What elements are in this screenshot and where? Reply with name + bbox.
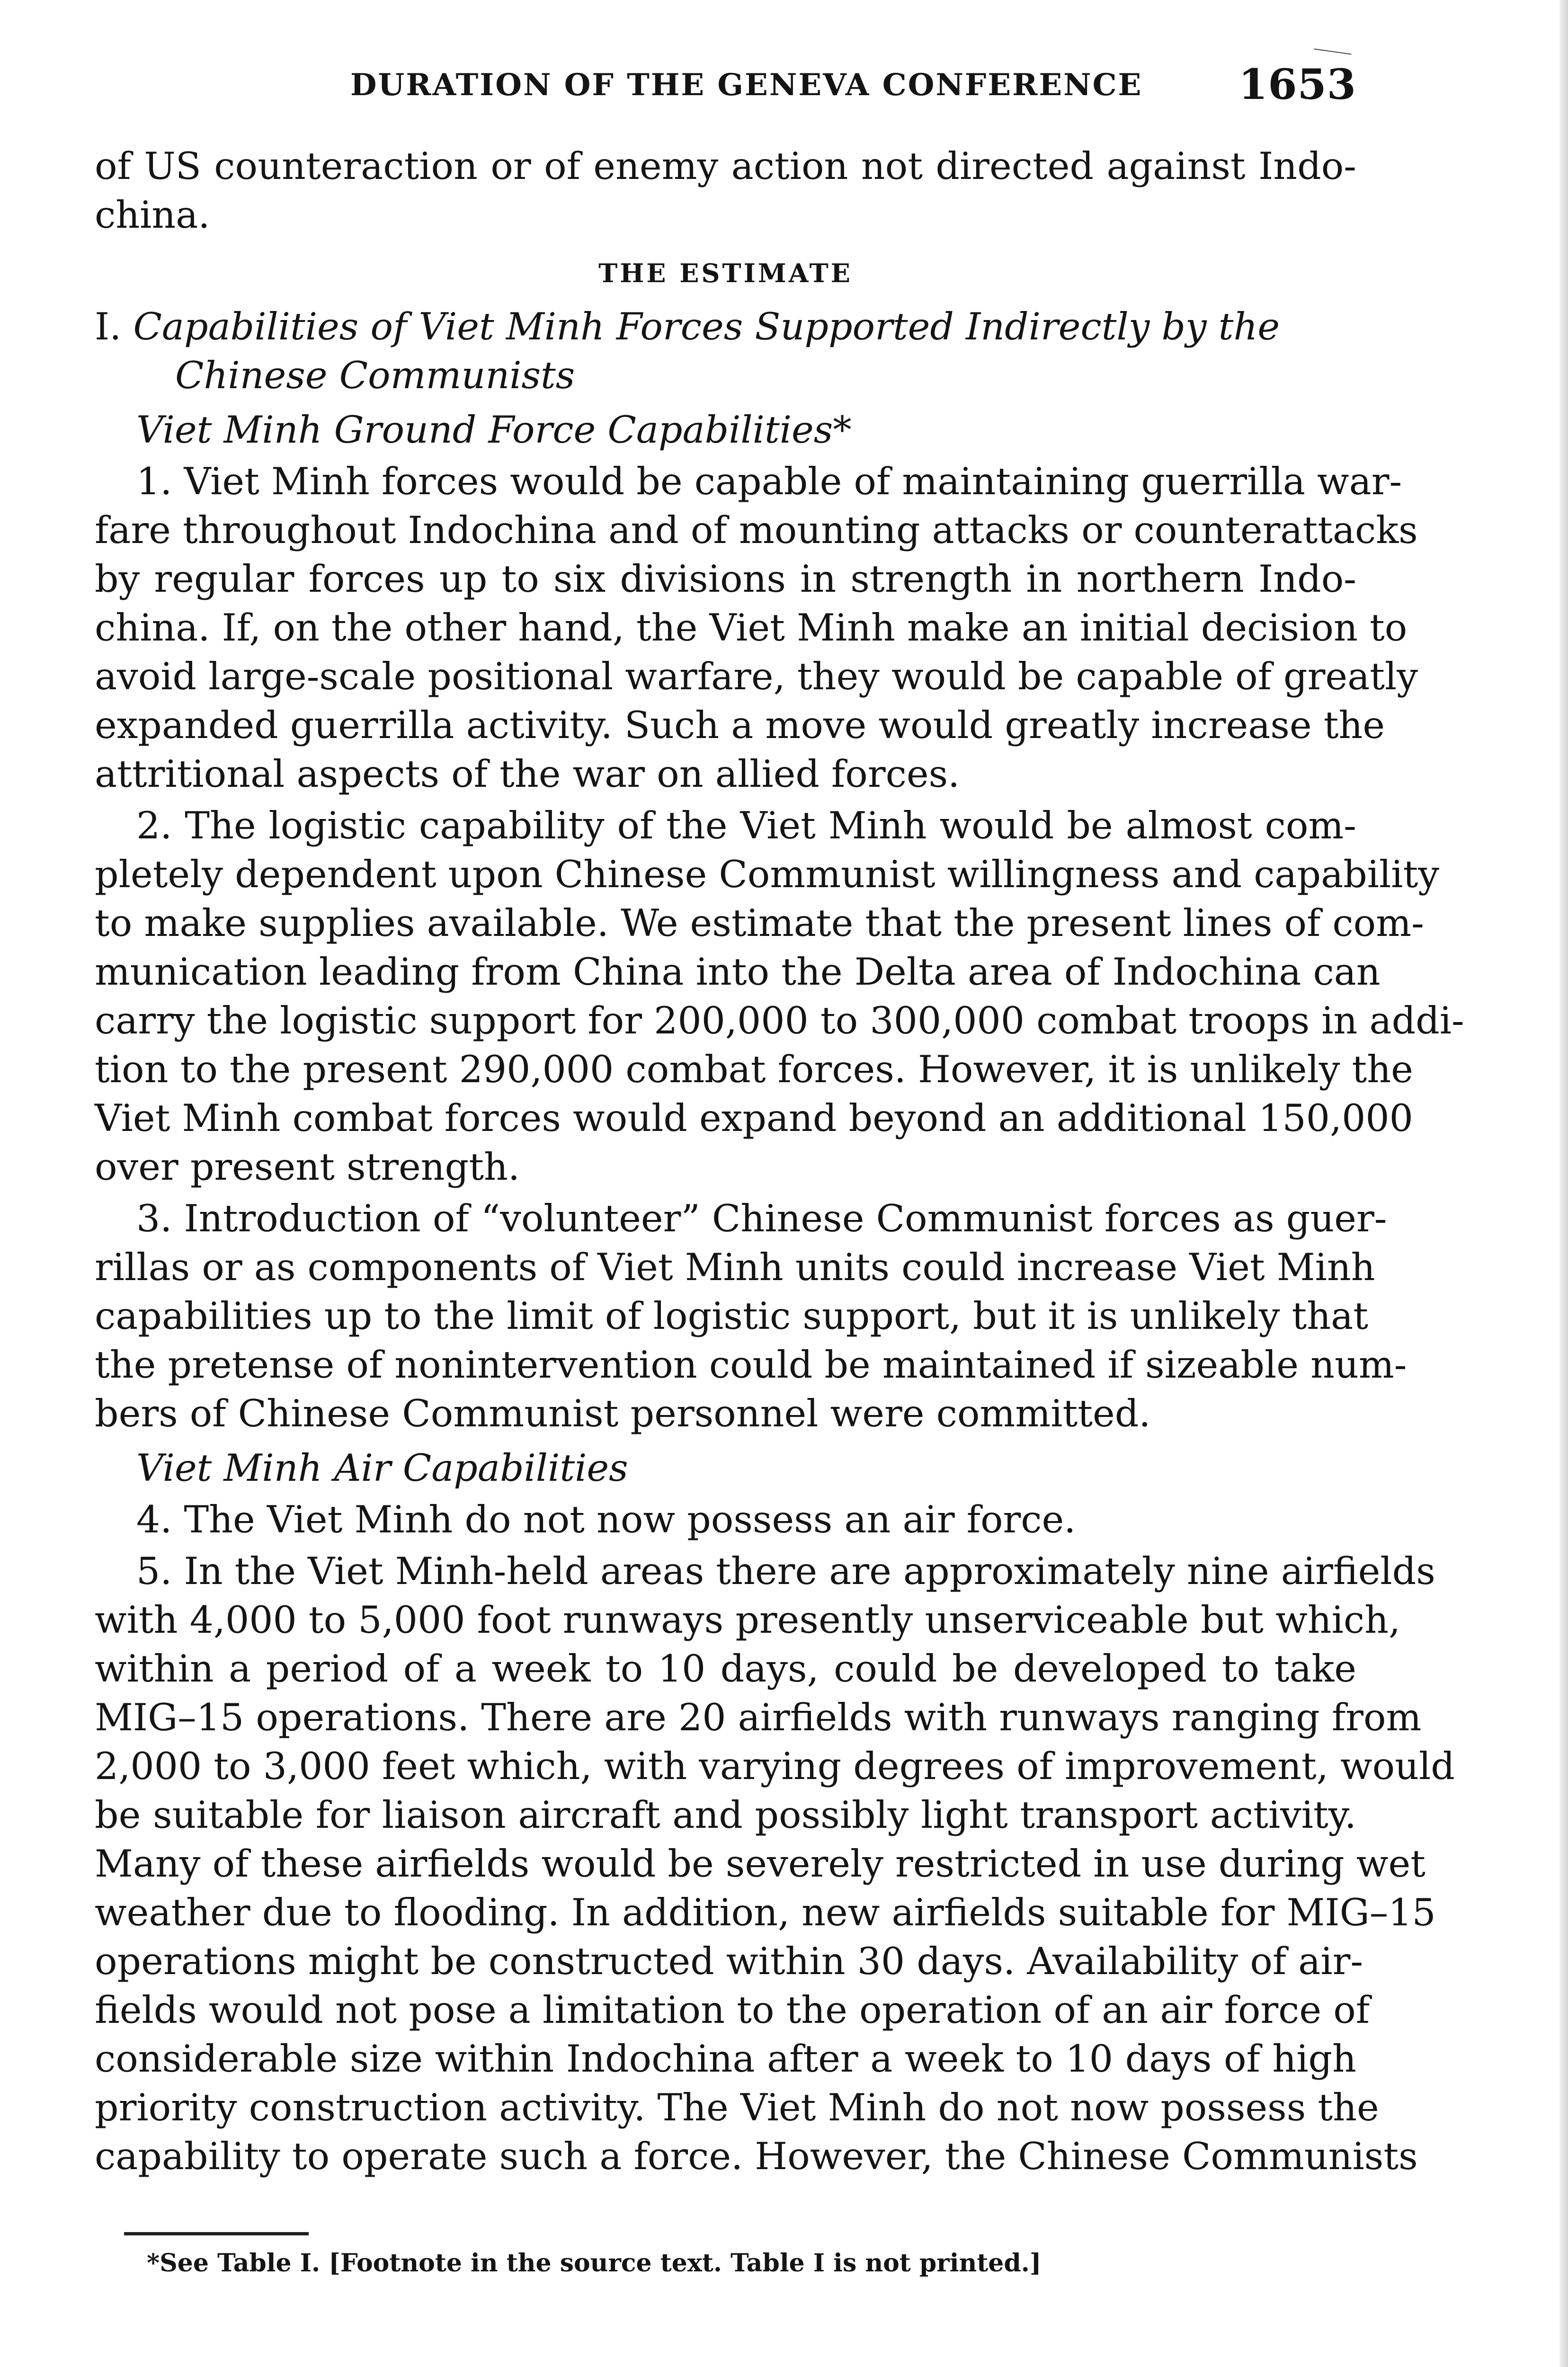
paragraph-line: bers of Chinese Communist personnel were committed. (95, 1392, 1151, 1435)
footnote-rule (124, 2232, 309, 2235)
paragraph-line: over present strength. (95, 1145, 520, 1189)
paragraph-line: weather due to flooding. In addition, new airfields suitable for MIG–15 (95, 1891, 1436, 1934)
paragraph-line: fare throughout Indochina and of mounting attacks or counterattacks (95, 508, 1418, 552)
paragraph-line: with 4,000 to 5,000 foot runways presently unserviceable but which, (95, 1598, 1401, 1642)
paragraph-line: 2. The logistic capability of the Viet Minh would be almost com- (136, 804, 1356, 847)
paragraph-line: capabilities up to the limit of logistic support, but it is unlikely that (95, 1294, 1368, 1338)
paragraph-line: 3. Introduction of “volunteer” Chinese Communist forces as guer- (136, 1197, 1387, 1240)
paragraph-line: munication leading from China into the Delta area of Indochina can (95, 950, 1381, 994)
section-title-line-1: Capabilities of Viet Minh Forces Supported Indirectly by the (133, 305, 1280, 348)
page-header (95, 51, 1356, 113)
paragraph-line: 4. The Viet Minh do not now possess an air force. (136, 1498, 1076, 1541)
section-label: I. (95, 305, 122, 348)
paragraph-line: tion to the present 290,000 combat forces. However, it is unlikely the (95, 1048, 1413, 1091)
intro-paragraph (95, 142, 1356, 240)
paragraph-line: 5. In the Viet Minh-held areas there are approximately nine airfields (136, 1549, 1435, 1593)
paragraph-5 (95, 1547, 1455, 2181)
estimate-heading: THE ESTIMATE (598, 258, 853, 288)
air-capabilities-subheading: Viet Minh Air Capabilities (136, 1446, 628, 1490)
paragraph-line: pletely dependent upon Chinese Communist willingness and capability (95, 853, 1439, 896)
page-body (95, 142, 1464, 2181)
footnote: *See Table I. [Footnote in the source text. Table I is not printed.] (147, 2249, 1042, 2278)
paragraph-2 (95, 801, 1464, 1192)
paragraph-line: considerable size within Indochina after a week to 10 days of high (95, 2037, 1356, 2081)
paragraph-line: attritional aspects of the war on allied forces. (95, 752, 960, 796)
paragraph-line: capability to operate such a force. However, the Chinese Communists (95, 2135, 1418, 2178)
page-number: 1653 (1238, 60, 1356, 109)
paragraph-1 (95, 457, 1418, 799)
paragraph-line: the pretense of nonintervention could be maintained if sizeable num- (95, 1343, 1407, 1387)
paragraph-line: Many of these airfields would be severely restricted in use during wet (95, 1842, 1425, 1886)
paragraph-line: within a period of a week to 10 days, could be developed to take (95, 1647, 1356, 1691)
paragraph-line: 1. Viet Minh forces would be capable of maintaining guerrilla war- (136, 460, 1402, 503)
paragraph-line: china. If, on the other hand, the Viet Minh make an initial decision to (95, 606, 1408, 650)
paragraph-line: by regular forces up to six divisions in strength in northern Indo- (95, 557, 1356, 601)
paragraph-line: avoid large-scale positional warfare, they would be capable of greatly (95, 655, 1418, 698)
page-corner-mark (1314, 48, 1352, 54)
intro-line: china. (95, 193, 210, 237)
intro-line: of US counteraction or of enemy action not directed against Indo- (95, 144, 1356, 188)
running-title: DURATION OF THE GENEVA CONFERENCE (350, 67, 1143, 103)
ground-capabilities-subheading: Viet Minh Ground Force Capabilities* (136, 408, 852, 452)
section-heading (95, 303, 1356, 400)
paragraph-line: be suitable for liaison aircraft and possibly light transport activity. (95, 1793, 1356, 1837)
paragraph-4 (95, 1495, 1356, 1544)
paragraph-line: operations might be constructed within 30 days. Availability of air- (95, 1940, 1363, 1983)
paragraph-line: Viet Minh combat forces would expand beyond an additional 150,000 (95, 1096, 1413, 1140)
paragraph-line: rillas or as components of Viet Minh units could increase Viet Minh (95, 1246, 1375, 1289)
scan-edge-shadow (1559, 0, 1568, 2367)
paragraph-line: MIG–15 operations. There are 20 airfields with runways ranging from (95, 1696, 1422, 1739)
paragraph-line: 2,000 to 3,000 feet which, with varying degrees of improvement, would (95, 1744, 1455, 1788)
paragraph-line: carry the logistic support for 200,000 to 300,000 combat troops in addi- (95, 999, 1464, 1042)
section-title-line-2: Chinese Communists (175, 354, 575, 397)
paragraph-line: fields would not pose a limitation to the operation of an air force of (95, 1988, 1370, 2032)
paragraph-line: expanded guerrilla activity. Such a move would greatly increase the (95, 703, 1385, 747)
paragraph-line: priority construction activity. The Viet Minh do not now possess the (95, 2086, 1379, 2129)
paragraph-3 (95, 1194, 1407, 1438)
paragraph-line: to make supplies available. We estimate that the present lines of com- (95, 901, 1424, 945)
